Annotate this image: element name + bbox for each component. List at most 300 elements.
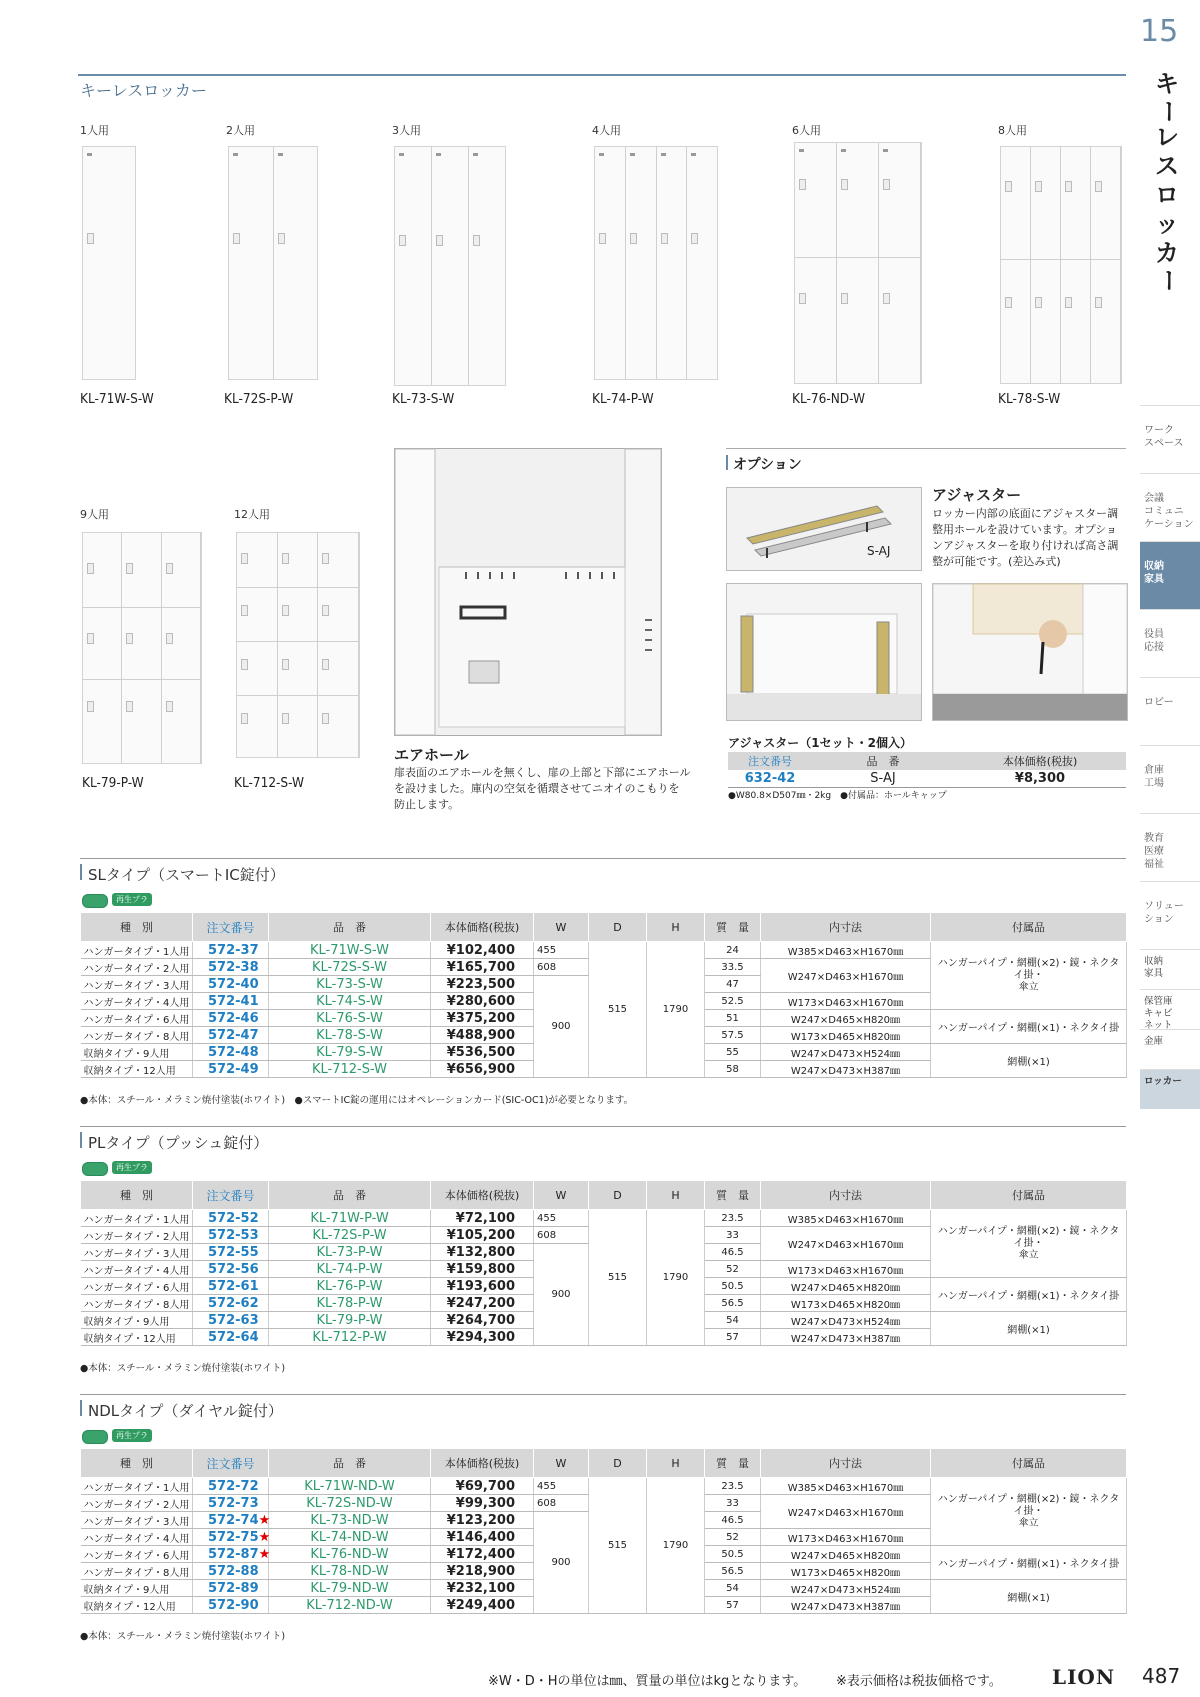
order-number-cell-text: 572-88 — [208, 1563, 259, 1579]
price-cell-text: ¥294,300 — [446, 1329, 515, 1345]
product-code-cell — [269, 1261, 431, 1278]
order-number: 632-42 — [744, 771, 796, 786]
nav-item[interactable]: ロビー — [1140, 677, 1200, 745]
type-cell — [81, 1295, 193, 1312]
product-code-cell-text: KL-74-ND-W — [310, 1529, 389, 1545]
recycle-icon — [82, 1162, 108, 1176]
col-price: 本体価格(税抜) — [1002, 755, 1078, 768]
column-header: 品 番 — [269, 1449, 431, 1478]
product-code-cell — [269, 1563, 431, 1580]
accessory-cell — [931, 1044, 1127, 1078]
nav-item[interactable]: ソリュー ション — [1140, 881, 1200, 949]
capacity-label: 12人用 — [234, 508, 270, 521]
product-code-cell — [269, 1061, 431, 1078]
vertical-title: キ ー レ ス ロ ッ カ ー — [1153, 70, 1181, 292]
type-cell — [81, 1597, 193, 1614]
inner-dim-cell-text: W247×D463×H1670㎜ — [787, 1240, 904, 1251]
inner-dim-cell-text: W173×D463×H1670㎜ — [787, 1533, 904, 1545]
mass-cell-text: 47 — [726, 978, 739, 990]
inner-dim-cell — [761, 1010, 931, 1027]
order-number-cell — [193, 1295, 269, 1312]
column-header: 種 別 — [81, 1449, 193, 1478]
type-cell — [81, 993, 193, 1010]
column-header: 内寸法 — [761, 913, 931, 942]
spec-table — [80, 912, 1127, 1078]
column-header: 注文番号 — [193, 1181, 269, 1210]
nav-item[interactable]: ワーク スペース — [1140, 405, 1200, 473]
width-cell-text: 455 — [537, 944, 557, 956]
price-cell-text: ¥193,600 — [446, 1278, 515, 1294]
order-number-cell — [193, 1495, 269, 1512]
order-number-cell — [193, 1027, 269, 1044]
locker-image-2 — [228, 146, 318, 380]
type-cell-text: 収納タイプ・12人用 — [83, 1601, 176, 1613]
type-cell-text: ハンガータイプ・6人用 — [83, 1014, 190, 1026]
nav-subitem[interactable]: 保管庫 キャビ ネット — [1140, 989, 1200, 1029]
mass-cell-text: 58 — [726, 1063, 739, 1075]
locker-image-8 — [1000, 146, 1122, 384]
accessory-cell-text: 網棚(×1) — [1007, 1593, 1050, 1604]
capacity-label: 8人用 — [998, 124, 1027, 137]
height-cell — [647, 1210, 705, 1346]
price-cell-text: ¥249,400 — [446, 1597, 515, 1613]
order-number-cell — [193, 1329, 269, 1346]
product-code-cell-text: KL-73-P-W — [316, 1244, 383, 1260]
order-number-cell-text: 572-73 — [208, 1495, 259, 1511]
table-section-title: SLタイプ（スマートIC錠付） — [88, 866, 285, 884]
accessory-cell-text: ハンガーパイプ・網棚(×1)・ネクタイ掛 — [937, 1023, 1120, 1034]
type-cell — [81, 1210, 193, 1227]
product-code-cell — [269, 1495, 431, 1512]
product-code-cell — [269, 1546, 431, 1563]
column-header: W — [534, 1181, 589, 1210]
width-cell-text: 900 — [551, 1289, 571, 1300]
price-cell — [431, 1329, 534, 1346]
type-cell — [81, 1563, 193, 1580]
width-cell — [534, 1512, 589, 1614]
column-header: 付属品 — [931, 1181, 1127, 1210]
order-number-cell — [193, 1529, 269, 1546]
width-cell — [534, 976, 589, 1078]
mass-cell — [705, 1546, 761, 1563]
accessory-cell — [931, 1010, 1127, 1044]
order-number-cell-text: 572-89 — [208, 1580, 259, 1596]
price-cell — [431, 1010, 534, 1027]
accessory-text: 傘立 — [1018, 981, 1039, 993]
accessory-cell — [931, 1478, 1127, 1546]
adjuster-title: アジャスター — [932, 486, 1022, 504]
table-row — [81, 1478, 1127, 1495]
price-cell — [431, 1512, 534, 1529]
mass-cell — [705, 1261, 761, 1278]
mass-cell-text: 57 — [726, 1331, 739, 1343]
depth-cell — [589, 942, 647, 1078]
column-header: D — [589, 1181, 647, 1210]
product-code-cell-text: KL-74-S-W — [316, 993, 383, 1009]
recycle-icon — [82, 1430, 108, 1444]
inner-dim-cell-text: W247×D473×H387㎜ — [790, 1601, 901, 1613]
width-cell-text: 455 — [537, 1212, 557, 1224]
mass-cell-text: 51 — [726, 1012, 739, 1024]
section-rule — [80, 858, 1126, 859]
order-number-cell — [193, 1061, 269, 1078]
inner-dim-cell-text: W173×D465×H820㎜ — [790, 1031, 901, 1043]
mass-cell-text: 54 — [726, 1582, 739, 1594]
price-cell-text: ¥232,100 — [446, 1580, 515, 1596]
inner-dim-cell — [761, 1278, 931, 1295]
type-cell-text: ハンガータイプ・4人用 — [83, 1265, 190, 1277]
mass-cell-text: 56.5 — [721, 1297, 744, 1309]
height-cell-text: 1790 — [662, 1540, 689, 1551]
col-order: 注文番号 — [748, 755, 792, 768]
price-cell — [431, 1295, 534, 1312]
model-label: KL-78-S-W — [998, 391, 1061, 407]
width-cell — [534, 1495, 589, 1512]
order-number-cell-text: 572-74 — [208, 1512, 259, 1528]
mass-cell — [705, 1027, 761, 1044]
locker-image-1 — [82, 146, 136, 380]
airhole-description: 扉表面のエアホールを無くし、扉の上部と下部にエアホール を設けました。庫内の空気を循環させてニオイのこもりを 防止します。 — [394, 766, 691, 811]
product-code-cell-text: KL-712-P-W — [312, 1329, 387, 1345]
accessory-text: ハンガーパイプ・網棚(×2)・鏡・ネクタイ掛・ — [937, 957, 1120, 981]
star-mark: ★ — [258, 1546, 271, 1562]
section-marker — [80, 1400, 82, 1416]
price-cell-text: ¥99,300 — [455, 1495, 515, 1511]
column-header: 注文番号 — [193, 913, 269, 942]
mass-cell — [705, 1278, 761, 1295]
mass-cell — [705, 1478, 761, 1495]
nav-subitem[interactable]: 金庫 — [1140, 1029, 1200, 1069]
type-cell — [81, 1244, 193, 1261]
product-code: S-AJ — [870, 771, 896, 786]
inner-dim-cell — [761, 959, 931, 993]
page-number: 487 — [1142, 1664, 1181, 1688]
column-header: 本体価格(税抜) — [431, 913, 534, 942]
inner-dim-cell — [761, 1027, 931, 1044]
nav-item[interactable]: 会議 コミュニ ケーション — [1140, 473, 1200, 541]
inner-dim-cell — [761, 1261, 931, 1278]
order-number-cell-text: 572-61 — [208, 1278, 259, 1294]
locker-image-6 — [794, 142, 922, 384]
column-header: 種 別 — [81, 913, 193, 942]
capacity-label: 4人用 — [592, 124, 621, 137]
order-number-cell-text: 572-38 — [208, 959, 259, 975]
price-cell-text: ¥488,900 — [446, 1027, 515, 1043]
locker-image-3 — [394, 146, 506, 386]
column-header: 種 別 — [81, 1181, 193, 1210]
column-header: H — [647, 913, 705, 942]
locker-image-9 — [82, 532, 202, 764]
depth-cell-text: 515 — [607, 1272, 628, 1283]
product-code-cell-text: KL-72S-P-W — [312, 1227, 387, 1243]
nav-item[interactable]: 倉庫 工場 — [1140, 745, 1200, 813]
product-code-cell-text: KL-79-P-W — [316, 1312, 383, 1328]
section-rule — [80, 1394, 1126, 1395]
inner-dim-cell — [761, 1529, 931, 1546]
order-number-cell-text: 572-40 — [208, 976, 259, 992]
mass-cell — [705, 1312, 761, 1329]
nav-subitem[interactable]: 収納 家具 — [1140, 949, 1200, 989]
product-code-cell-text: KL-73-S-W — [316, 976, 383, 992]
section-rule — [78, 74, 1126, 76]
column-header: 本体価格(税抜) — [431, 1181, 534, 1210]
price-cell — [431, 1061, 534, 1078]
mass-cell — [705, 976, 761, 993]
brand-logo: LION — [1052, 1665, 1116, 1689]
price-cell — [431, 1312, 534, 1329]
order-number-cell — [193, 976, 269, 993]
type-cell-text: ハンガータイプ・2人用 — [83, 963, 190, 975]
column-header: D — [589, 913, 647, 942]
mass-cell — [705, 1210, 761, 1227]
mass-cell — [705, 993, 761, 1010]
order-number-cell-text: 572-37 — [208, 942, 259, 958]
type-cell — [81, 1329, 193, 1346]
type-cell — [81, 1010, 193, 1027]
mass-cell-text: 52 — [726, 1263, 739, 1275]
type-cell-text: ハンガータイプ・8人用 — [83, 1567, 190, 1579]
type-cell — [81, 1495, 193, 1512]
order-number-cell-text: 572-90 — [208, 1597, 259, 1613]
product-code-cell-text: KL-74-P-W — [316, 1261, 383, 1277]
type-cell — [81, 1529, 193, 1546]
column-header: 質 量 — [705, 913, 761, 942]
table-note: ●本体：スチール・メラミン焼付塗装(ホワイト) — [80, 1631, 286, 1642]
table-section-title: NDLタイプ（ダイヤル錠付） — [88, 1402, 283, 1420]
price-cell-text: ¥247,200 — [446, 1295, 515, 1311]
capacity-label: 9人用 — [80, 508, 109, 521]
type-cell — [81, 1478, 193, 1495]
mass-cell-text: 24 — [726, 944, 739, 956]
order-number-cell-text: 572-64 — [208, 1329, 259, 1345]
accessory-cell-text: 網棚(×1) — [1007, 1325, 1050, 1336]
capacity-label: 2人用 — [226, 124, 255, 137]
inner-dim-cell-text: W173×D463×H1670㎜ — [787, 1265, 904, 1277]
star-mark: ★ — [258, 1529, 271, 1545]
type-cell-text: 収納タイプ・9人用 — [83, 1048, 170, 1060]
price-cell — [431, 1261, 534, 1278]
accessory-cell-text: ハンガーパイプ・網棚(×1)・ネクタイ掛 — [937, 1559, 1120, 1570]
mass-cell-text: 46.5 — [721, 1246, 744, 1258]
inner-dim-cell — [761, 1061, 931, 1078]
mass-cell-text: 57 — [726, 1599, 739, 1611]
mass-cell-text: 46.5 — [721, 1514, 744, 1526]
mass-cell-text: 50.5 — [721, 1548, 744, 1560]
spec-table — [80, 1180, 1127, 1346]
inner-dim-cell-text: W385×D463×H1670㎜ — [787, 1482, 904, 1494]
type-cell-text: ハンガータイプ・3人用 — [83, 1248, 190, 1260]
type-cell — [81, 1227, 193, 1244]
width-cell-text: 608 — [537, 1229, 557, 1241]
order-number-cell-text: 572-49 — [208, 1061, 259, 1077]
order-number-cell — [193, 1261, 269, 1278]
price-cell-text: ¥102,400 — [446, 942, 515, 958]
column-header: H — [647, 1449, 705, 1478]
width-cell — [534, 1244, 589, 1346]
column-header: 内寸法 — [761, 1181, 931, 1210]
recycled-plastic-badge: 再生プラ — [112, 893, 152, 906]
table-row — [81, 1210, 1127, 1227]
mass-cell — [705, 1563, 761, 1580]
product-code-cell — [269, 993, 431, 1010]
type-cell — [81, 1278, 193, 1295]
type-cell-text: ハンガータイプ・2人用 — [83, 1231, 190, 1243]
type-cell — [81, 1061, 193, 1078]
accessory-text: 傘立 — [1018, 1249, 1039, 1261]
mass-cell-text: 33.5 — [721, 961, 744, 973]
product-code-cell — [269, 1210, 431, 1227]
inner-dim-cell — [761, 1044, 931, 1061]
width-cell-text: 455 — [537, 1480, 557, 1492]
type-cell-text: ハンガータイプ・1人用 — [83, 1214, 190, 1226]
nav-item[interactable]: 収納 家具 — [1140, 541, 1200, 609]
model-label: KL-71W-S-W — [80, 391, 154, 407]
height-cell — [647, 942, 705, 1078]
mass-cell — [705, 1295, 761, 1312]
section-marker — [80, 1132, 82, 1148]
adjuster-installed-photo — [726, 583, 922, 721]
adjuster-photo — [726, 487, 922, 571]
price-cell — [431, 1244, 534, 1261]
nav-item[interactable]: 役員 応接 — [1140, 609, 1200, 677]
order-number-cell-text: 572-72 — [208, 1478, 259, 1494]
product-code-cell-text: KL-71W-ND-W — [304, 1478, 395, 1494]
type-cell-text: ハンガータイプ・1人用 — [83, 946, 190, 958]
product-code-cell-text: KL-78-S-W — [316, 1027, 383, 1043]
accessory-cell-text: ハンガーパイプ・網棚(×1)・ネクタイ掛 — [937, 1291, 1120, 1302]
order-number-cell — [193, 1010, 269, 1027]
recycle-icon — [82, 894, 108, 908]
inner-dim-cell — [761, 993, 931, 1010]
order-number-cell — [193, 1210, 269, 1227]
product-code-cell — [269, 1278, 431, 1295]
price-cell — [431, 1563, 534, 1580]
product-code-cell — [269, 959, 431, 976]
inner-dim-cell — [761, 1546, 931, 1563]
inner-dim-cell-text: W247×D465×H820㎜ — [790, 1014, 901, 1026]
price-cell-text: ¥69,700 — [455, 1478, 515, 1494]
mass-cell — [705, 1244, 761, 1261]
mass-cell-text: 50.5 — [721, 1280, 744, 1292]
price-cell — [431, 1210, 534, 1227]
product-code-cell-text: KL-79-S-W — [316, 1044, 383, 1060]
price-cell-text: ¥172,400 — [446, 1546, 515, 1562]
product-code-cell-text: KL-71W-P-W — [310, 1210, 389, 1226]
mass-cell — [705, 1061, 761, 1078]
column-header: 質 量 — [705, 1449, 761, 1478]
order-number-cell-text: 572-53 — [208, 1227, 259, 1243]
order-number-cell — [193, 1227, 269, 1244]
mass-cell — [705, 1512, 761, 1529]
type-cell-text: 収納タイプ・12人用 — [83, 1065, 176, 1077]
price-cell-text: ¥123,200 — [446, 1512, 515, 1528]
price: ¥8,300 — [1014, 771, 1066, 786]
depth-cell — [589, 1478, 647, 1614]
price-cell — [431, 959, 534, 976]
price-cell-text: ¥218,900 — [446, 1563, 515, 1579]
price-cell-text: ¥280,600 — [446, 993, 515, 1009]
product-code-cell — [269, 976, 431, 993]
column-header: 本体価格(税抜) — [431, 1449, 534, 1478]
nav-subitem[interactable]: ロッカー — [1140, 1069, 1200, 1109]
type-cell — [81, 1027, 193, 1044]
inner-dim-cell — [761, 1312, 931, 1329]
width-cell — [534, 1478, 589, 1495]
mass-cell-text: 56.5 — [721, 1565, 744, 1577]
height-cell-text: 1790 — [662, 1272, 689, 1283]
type-cell-text: ハンガータイプ・8人用 — [83, 1299, 190, 1311]
type-cell — [81, 1512, 193, 1529]
price-cell-text: ¥72,100 — [455, 1210, 515, 1226]
price-cell-text: ¥165,700 — [446, 959, 515, 975]
depth-cell-text: 515 — [607, 1004, 628, 1015]
product-code-cell — [269, 1010, 431, 1027]
inner-dim-cell — [761, 1580, 931, 1597]
model-label: KL-76-ND-W — [792, 391, 865, 407]
product-code-cell-text: KL-78-ND-W — [310, 1563, 389, 1579]
order-number-cell — [193, 993, 269, 1010]
inner-dim-cell-text: W173×D463×H1670㎜ — [787, 997, 904, 1009]
order-number-cell-text: 572-75 — [208, 1529, 259, 1545]
price-cell-text: ¥375,200 — [446, 1010, 515, 1026]
type-cell-text: ハンガータイプ・6人用 — [83, 1282, 190, 1294]
product-code-cell-text: KL-73-ND-W — [310, 1512, 389, 1528]
adjuster-table — [728, 752, 1126, 788]
mass-cell-text: 55 — [726, 1046, 739, 1058]
product-code-cell-text: KL-712-S-W — [311, 1061, 387, 1077]
inner-dim-cell-text: W247×D463×H1670㎜ — [787, 1508, 904, 1519]
mass-cell — [705, 959, 761, 976]
accessory-cell — [931, 1546, 1127, 1580]
order-number-cell — [193, 1478, 269, 1495]
order-number-cell-text: 572-48 — [208, 1044, 259, 1060]
type-cell — [81, 976, 193, 993]
accessory-cell-text: 網棚(×1) — [1007, 1057, 1050, 1068]
column-header: 質 量 — [705, 1181, 761, 1210]
order-number-cell-text: 572-41 — [208, 993, 259, 1009]
nav-item[interactable]: 教育 医療 福祉 — [1140, 813, 1200, 881]
spec-table — [80, 1448, 1127, 1614]
model-label: KL-79-P-W — [82, 775, 144, 791]
column-header: D — [589, 1449, 647, 1478]
inner-dim-cell-text: W247×D473×H524㎜ — [790, 1048, 901, 1060]
order-number-cell — [193, 1546, 269, 1563]
table-section-title: PLタイプ（プッシュ錠付） — [88, 1134, 269, 1152]
price-cell — [431, 993, 534, 1010]
type-cell — [81, 1580, 193, 1597]
type-cell-text: ハンガータイプ・2人用 — [83, 1499, 190, 1511]
type-cell-text: ハンガータイプ・8人用 — [83, 1031, 190, 1043]
inner-dim-cell-text: W247×D473×H524㎜ — [790, 1316, 901, 1328]
capacity-label: 6人用 — [792, 124, 821, 137]
width-cell-text: 608 — [537, 961, 557, 973]
product-code-cell — [269, 1512, 431, 1529]
accessory-text: ハンガーパイプ・網棚(×2)・鏡・ネクタイ掛・ — [937, 1225, 1120, 1249]
price-cell — [431, 1597, 534, 1614]
inner-dim-cell-text: W247×D465×H820㎜ — [790, 1282, 901, 1294]
mass-cell — [705, 1010, 761, 1027]
adjuster-table-title: アジャスター（1セット・2個入） — [728, 736, 912, 750]
product-code-cell — [269, 1478, 431, 1495]
section-marker — [80, 864, 82, 880]
inner-dim-cell-text: W247×D473×H387㎜ — [790, 1065, 901, 1077]
mass-cell — [705, 942, 761, 959]
product-code-cell — [269, 1244, 431, 1261]
inner-dim-cell-text: W173×D465×H820㎜ — [790, 1299, 901, 1311]
price-cell — [431, 1278, 534, 1295]
accessory-text: 傘立 — [1018, 1517, 1039, 1529]
model-label: KL-72S-P-W — [224, 391, 294, 407]
